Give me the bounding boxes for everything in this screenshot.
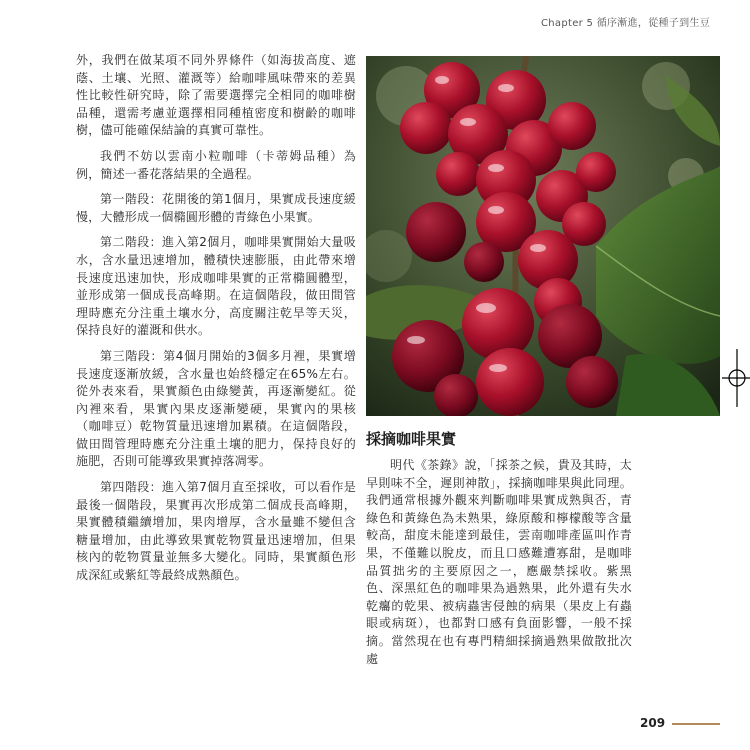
paragraph-continued: 外，我們在做某項不同外界條件（如海拔高度、遮蔭、土壤、光照、灌溉等）給咖啡風味帶來的差異性比較性研究時，除了需要選擇完全相同的咖啡樹品種，還需考慮並選擇相同種植密度和樹齡的咖啡樹，儘可能確保結論的真實可靠性。 <box>76 53 356 138</box>
running-header: Chapter 5 循序漸進，從種子到生豆 <box>541 18 710 29</box>
registration-mark-icon <box>722 349 750 407</box>
paragraph-stage-3: 第三階段：第4個月開始的3個多月裡，果實增長速度逐漸放緩，含水量也始終穩定在65%左右。從外表來看，果實顏色由綠變黃，再逐漸變紅。從內裡來看，果實內果皮逐漸變硬，果實內的果核（咖啡豆）乾物質量迅速增加累積。在這個階段，做田間管理時應充分注重土壤的肥力，保持良好的施肥，否則可能導致果實掉落凋零。 <box>76 348 356 469</box>
section-title: 採摘咖啡果實 <box>366 430 457 448</box>
paragraph-harvest: 明代《茶錄》說，「採茶之候，貴及其時，太早則味不全，遲則神散」，採摘咖啡果與此同理。我們通常根據外觀來判斷咖啡果實成熟與否，青綠色和黃綠色為未熟果，綠原酸和檸檬酸等含量較高，甜度未能達到最佳，雲南咖啡產區叫作青果，不僅難以脫皮，而且口感難遭寡甜，是咖啡品質拙劣的主要原因之一，應嚴禁採收。紫黑色、深黑紅色的咖啡果為過熟果，此外還有失水乾癟的乾果、被病蟲害侵蝕的病果（果皮上有蟲眼或病斑），也都對口感有負面影響，一般不採摘。當然現在也有專門精細採摘過熟果做散批次處 <box>366 458 632 666</box>
page-number-rule <box>672 723 720 725</box>
right-column <box>366 457 632 668</box>
paragraph-stage-1: 第一階段：花開後的第1個月，果實成長速度緩慢，大體形成一個橢圓形體的青綠色小果實。 <box>76 192 356 224</box>
paragraph-stage-2: 第二階段：進入第2個月，咖啡果實開始大量吸水，含水量迅速增加，體積快速膨脹，由此帶來增長速度迅速加快，形成咖啡果實的正常橢圓體型，並形成第一個成長高峰期。在這個階段，做田間管理時應充分注重土壤水分，高度關注乾旱等天災，保持良好的灌溉和供水。 <box>76 235 356 338</box>
page-number: 209 <box>640 716 666 730</box>
left-column <box>76 52 356 593</box>
coffee-cherry-photo <box>366 56 720 416</box>
paragraph-stage-4: 第四階段：進入第7個月直至採收，可以看作是最後一個階段，果實再次形成第二個成長高峰期，果實體積繼續增加，果肉增厚，含水量雖不變但含糖量增加，由此導致果實乾物質量迅速增加，但果核內的乾物質量並無多大變化。同時，果實顏色形成深紅或紫紅等最終成熟顏色。 <box>76 480 356 583</box>
coffee-cherry-illustration <box>366 56 720 416</box>
paragraph-intro-example: 我們不妨以雲南小粒咖啡（卡蒂姆品種）為例，簡述一番花落結果的全過程。 <box>76 148 356 181</box>
